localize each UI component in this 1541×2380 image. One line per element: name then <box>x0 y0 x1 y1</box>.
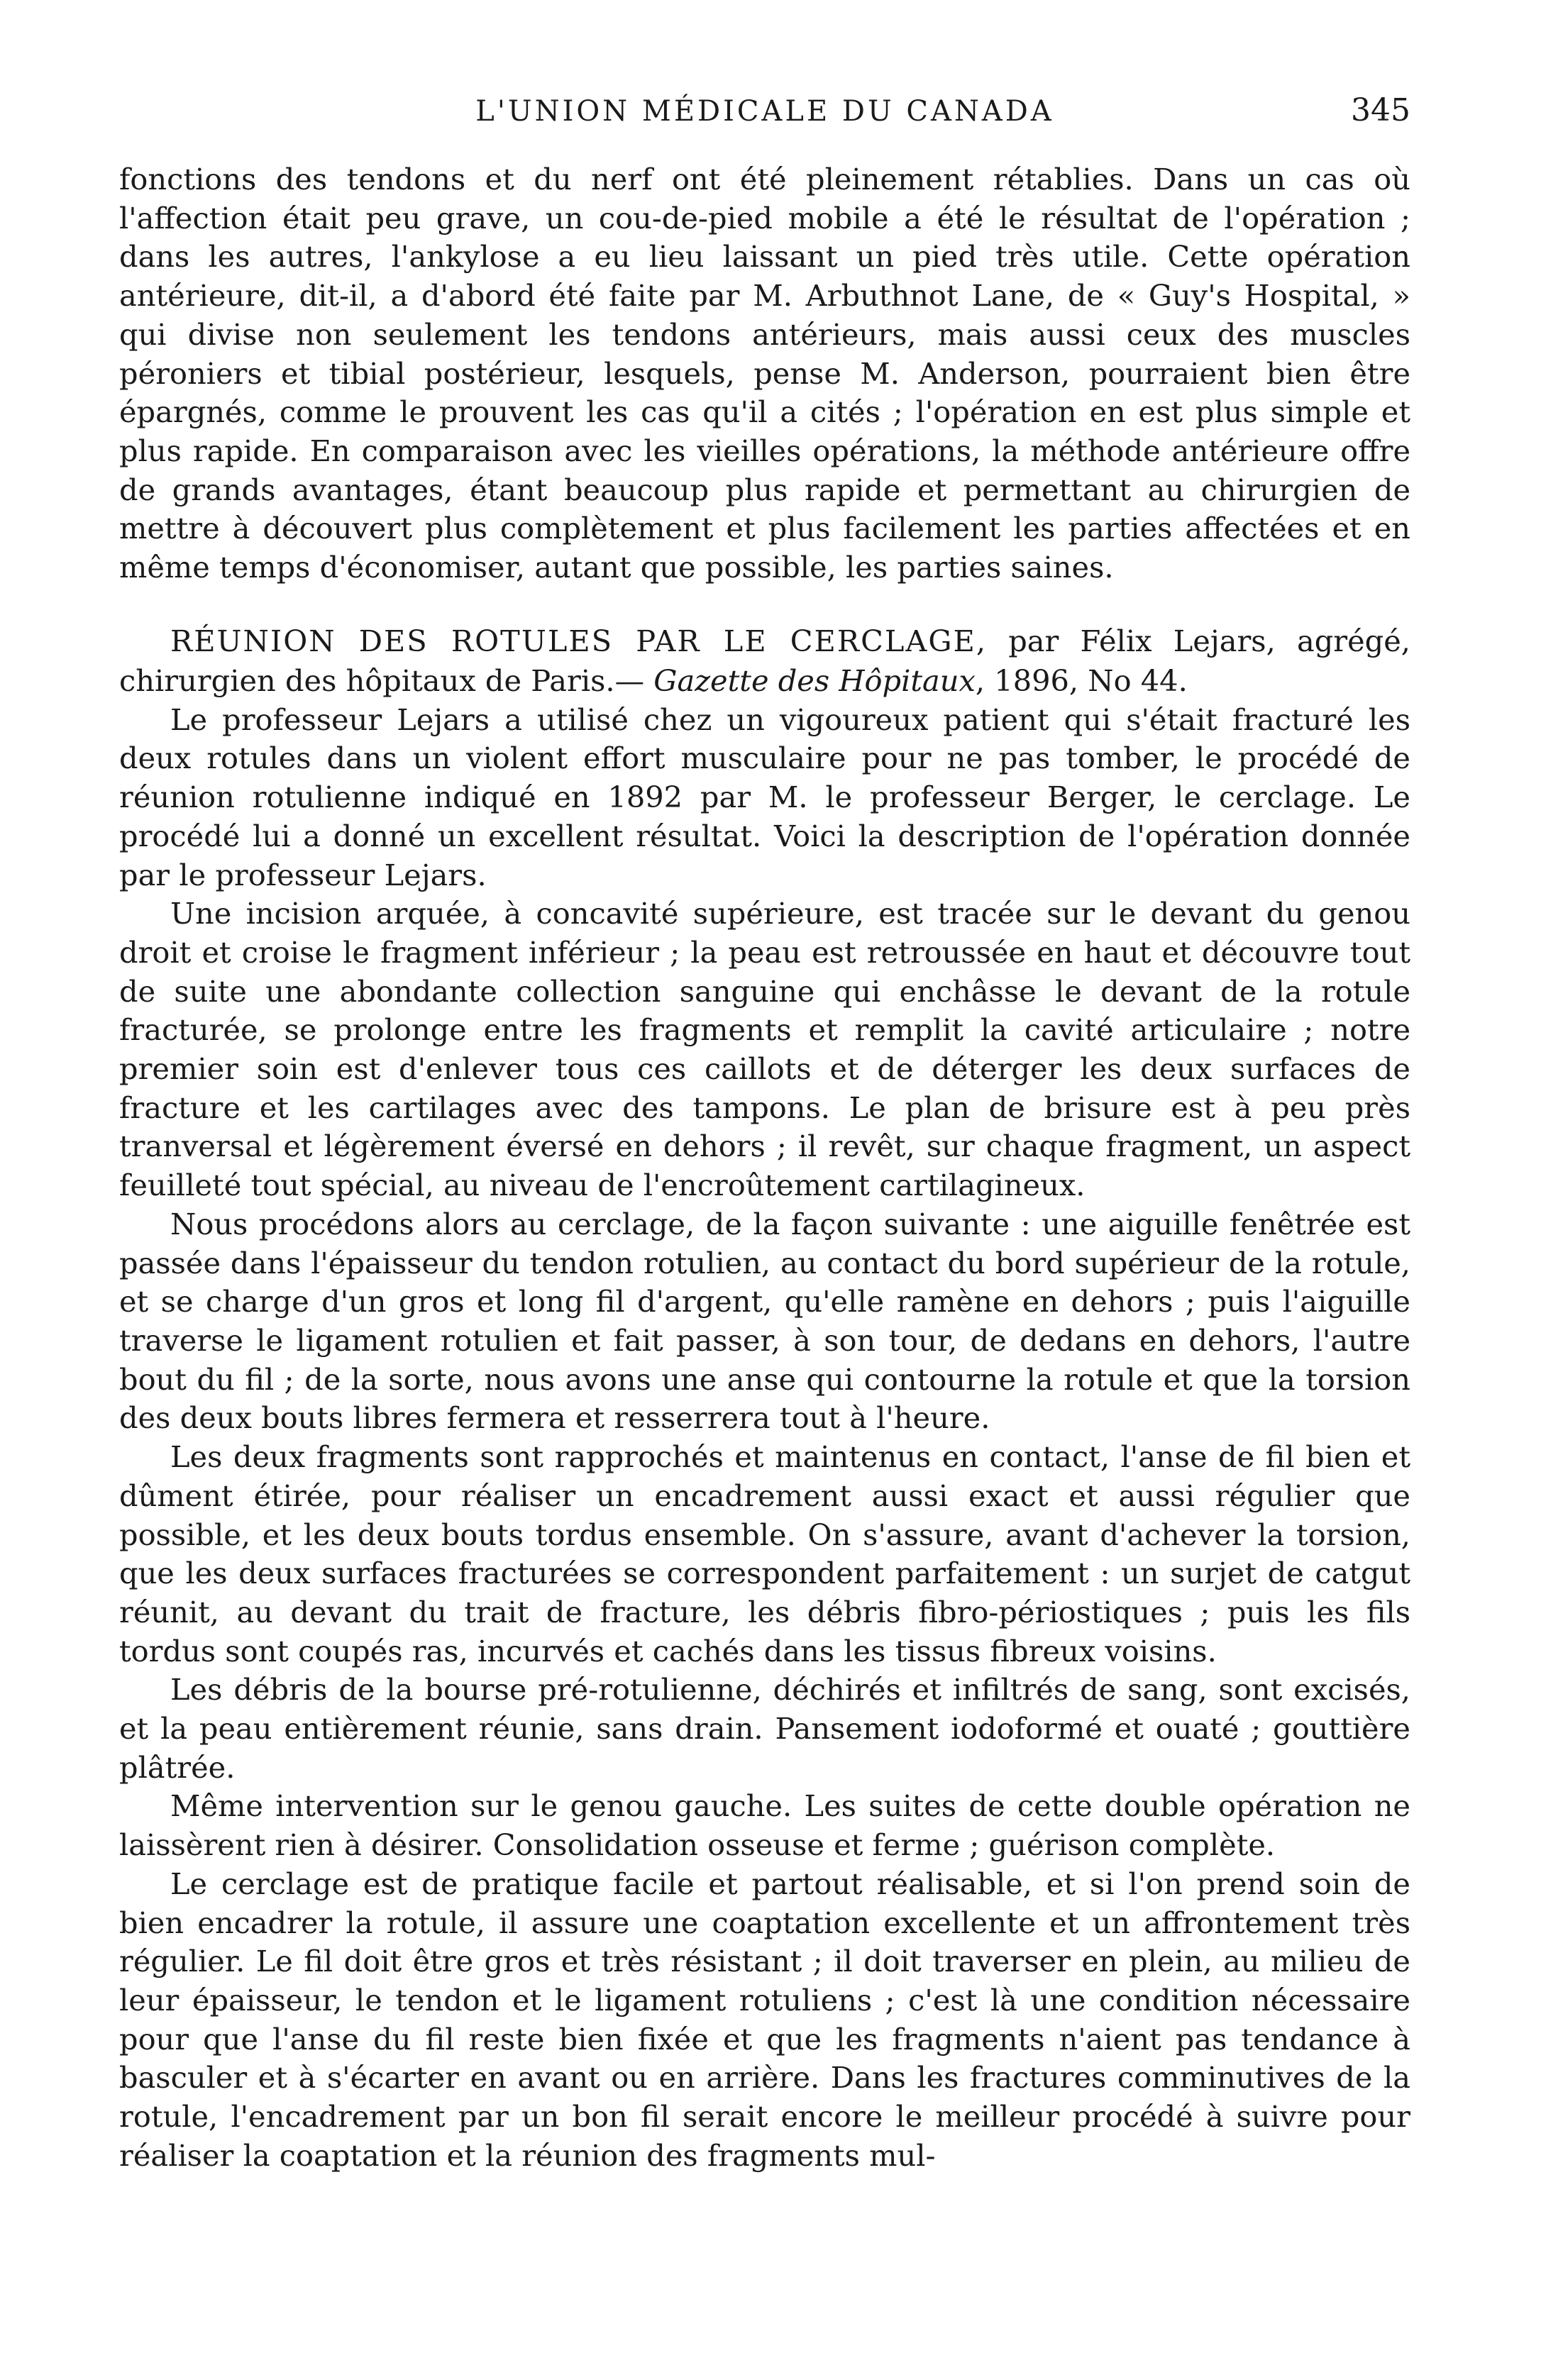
page-number: 345 <box>1351 92 1410 128</box>
body-paragraph: Le cerclage est de pratique facile et partout réalisable, et si l'on prend soin de bien encadrer la rotule, il assure une coaptation excellente et un affrontement très régulier. Le fil doit être gros et très résistant ; il doit traverser en plein, au milieu de leur épaisseur, le tendon et le ligament rotuliens ; c'est là une condition nécessaire pour que l'anse du fil reste bien fixée et que les fragments n'aient pas tendance à basculer et à s'écarter en avant ou en arrière. Dans les fractures comminutives de la rotule, l'encadrement par un bon fil serait encore le meilleur procédé à suivre pour réaliser la coaptation et la réunion des fragments mul- <box>119 1866 1410 2173</box>
body-paragraph: Les deux fragments sont rapprochés et maintenus en contact, l'anse de fil bien et dûment étirée, pour réaliser un encadrement aussi exact et aussi régulier que possible, et les deux bouts tordus ensemble. On s'assure, avant d'achever la torsion, que les deux surfaces fracturées se correspondent parfaitement : un surjet de catgut réunit, au devant du trait de fracture, les débris fibro-périostiques ; puis les fils tordus sont coupés ras, incurvés et cachés dans les tissus fibreux voisins. <box>119 1439 1410 1668</box>
article-title: RÉUNION DES ROTULES PAR LE CERCLAGE, <box>170 623 988 658</box>
body-paragraph: Même intervention sur le genou gauche. Les suites de cette double opération ne laissèrent rien à désirer. Consolidation osseuse et ferme ; guérison complète. <box>119 1788 1410 1863</box>
body-paragraph: Le professeur Lejars a utilisé chez un vigoureux patient qui s'était fracturé les deux rotules dans un violent effort musculaire pour ne pas tomber, le procédé de réunion rotulienne indiqué en 1892 par M. le professeur Berger, le cerclage. Le procédé lui a donné un excellent résultat. Voici la description de l'opération donnée par le professeur Lejars. <box>119 702 1410 892</box>
body-paragraph: Nous procédons alors au cerclage, de la façon suivante : une aiguille fenêtrée est passée dans l'épaisseur du tendon rotulien, au contact du bord supérieur de la rotule, et se charge d'un gros et long fil d'argent, qu'elle ramène en dehors ; puis l'aiguille traverse le ligament rotulien et fait passer, à son tour, de dedans en dehors, l'autre bout du fil ; de la sorte, nous avons une anse qui contourne la rotule et que la torsion des deux bouts libres fermera et resserrera tout à l'heure. <box>119 1206 1410 1436</box>
article-source-journal: Gazette des Hôpitaux <box>653 663 976 698</box>
body-paragraph: Une incision arquée, à concavité supérieure, est tracée sur le devant du genou droit et croise le fragment inférieur ; la peau est retroussée en haut et découvre tout de suite une abondante collection sanguine qui enchâsse le devant de la rotule fracturée, se prolonge entre les fragments et remplit la cavité articulaire ; notre premier soin est d'enlever tous ces caillots et de déterger les deux surfaces de fracture et les cartilages avec des tampons. Le plan de brisure est à peu près tranversal et légèrement éversé en dehors ; il revêt, sur chaque fragment, un aspect feuilleté tout spécial, au niveau de l'encroûtement cartilagineux. <box>119 896 1410 1203</box>
document-page <box>119 85 1410 2175</box>
running-title: L'UNION MÉDICALE DU CANADA <box>475 95 1054 128</box>
article-source-details: , 1896, No 44. <box>975 663 1188 698</box>
article-heading <box>119 621 1410 701</box>
body-paragraph: Les débris de la bourse pré-rotulienne, déchirés et infiltrés de sang, sont excisés, et la peau entièrement réunie, sans drain. Pansement iodoformé et ouaté ; gouttière plâtrée. <box>119 1672 1410 1785</box>
continued-paragraph: fonctions des tendons et du nerf ont été pleinement rétablies. Dans un cas où l'affection était peu grave, un cou-de-pied mobile a été le résultat de l'opération ; dans les autres, l'ankylose a eu lieu laissant un pied très utile. Cette opération antérieure, dit-il, a d'abord été faite par M. Arbuthnot Lane, de « Guy's Hospital, » qui divise non seulement les tendons antérieurs, mais aussi ceux des muscles péroniers et tibial postérieur, lesquels, pense M. Anderson, pourraient bien être épargnés, comme le prouvent les cas qu'il a cités ; l'opération en est plus simple et plus rapide. En comparaison avec les vieilles opérations, la méthode antérieure offre de grands avantages, étant beaucoup plus rapide et permettant au chirurgien de mettre à découvert plus complètement et plus facilement les parties affectées et en même temps d'économiser, autant que possible, les parties saines. <box>119 162 1410 585</box>
running-head <box>119 85 1410 135</box>
article-byline: par Félix Lejars, agrégé, chirurgien des hôpitaux de Paris.— <box>119 623 1410 698</box>
section-gap <box>119 587 1410 621</box>
